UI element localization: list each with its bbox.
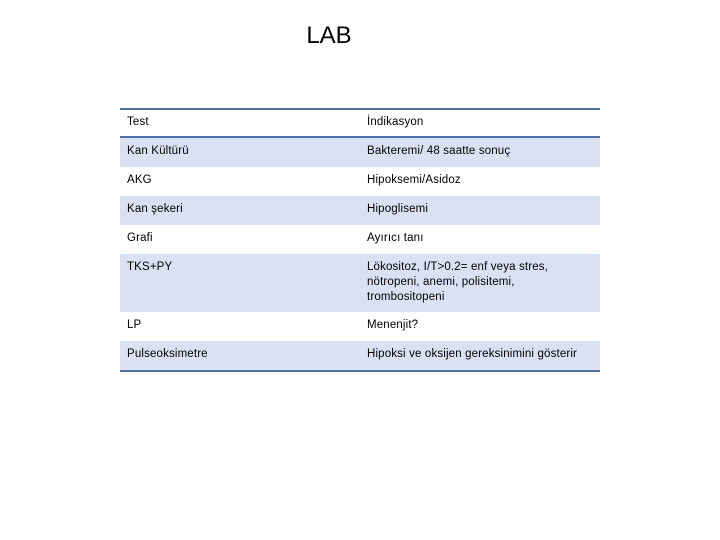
cell-test: Kan şekeri xyxy=(120,196,360,225)
column-header-test: Test xyxy=(127,116,149,128)
cell-test: Pulseoksimetre xyxy=(120,341,360,371)
table-row xyxy=(120,167,600,196)
cell-test: LP xyxy=(127,319,142,331)
cell-indication: Bakteremi/ 48 saatte sonuç xyxy=(360,137,600,167)
cell-indication: Lökositoz, I/T>0.2= enf veya stres, nötropeni, anemi, polisitemi, trombositopeni xyxy=(360,254,600,312)
table-row xyxy=(120,137,600,167)
cell-indication: Hipoksi ve oksijen gereksinimini gösterir xyxy=(360,341,600,371)
cell-indication: Hipoglisemi xyxy=(360,196,600,225)
cell-test: Kan Kültürü xyxy=(120,137,360,167)
cell-test: TKS+PY xyxy=(120,254,360,312)
cell-indication: Menenjit? xyxy=(367,319,419,331)
cell-indication: Hipoksemi/Asidoz xyxy=(367,174,461,186)
table-row xyxy=(120,254,600,312)
cell-test: AKG xyxy=(127,174,152,186)
lab-table xyxy=(120,108,600,372)
cell-test: Grafi xyxy=(127,232,153,244)
table-row xyxy=(120,312,600,341)
table-row xyxy=(120,196,600,225)
column-header-indication: İndikasyon xyxy=(367,116,424,128)
cell-indication: Ayırıcı tanı xyxy=(367,232,424,244)
table-row xyxy=(120,225,600,254)
table-header-row xyxy=(120,109,600,137)
page-title: LAB xyxy=(306,22,352,49)
table-row xyxy=(120,341,600,371)
